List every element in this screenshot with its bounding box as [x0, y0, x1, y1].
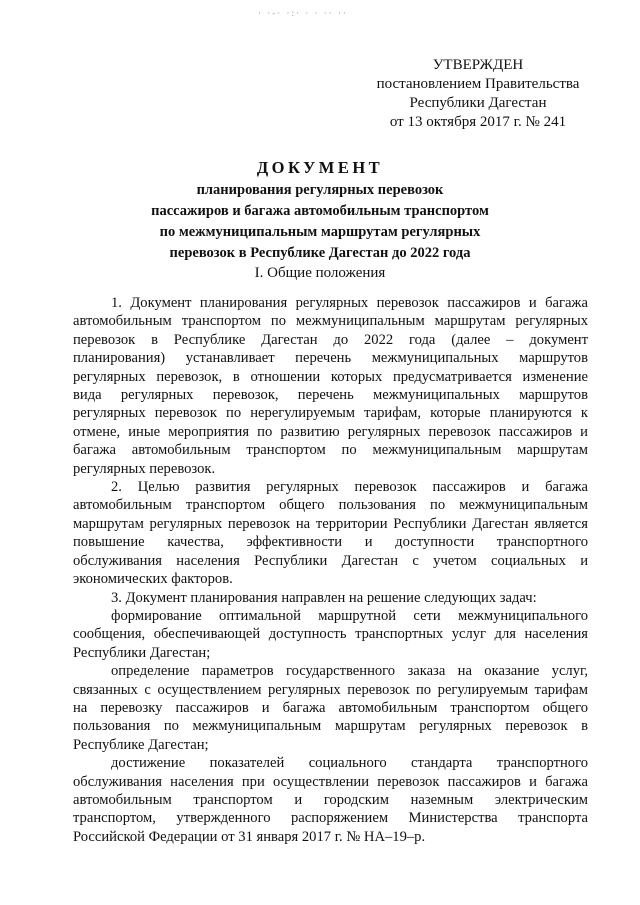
paragraph-line: регулярных перевозок по нерегулируемым тарифам, которые планируются к: [73, 405, 588, 422]
paragraph-line: определение параметров государственного заказа на оказание услуг,: [111, 663, 588, 680]
paragraph-line: 3. Документ планирования направлен на решение следующих задач:: [111, 589, 537, 606]
paragraph-line: транспортом, утвержденного распоряжением Министерства транспорта: [73, 810, 588, 827]
paragraph-line: Республике Дагестан;: [73, 736, 209, 753]
paragraph-line: пользования по межмуниципальным маршрутам регулярных перевозок в: [73, 718, 588, 735]
document-heading: ДОКУМЕНТ: [256, 158, 384, 177]
paragraph-line: маршрутам регулярных перевозок на территории Республики Дагестан является: [73, 515, 588, 532]
document-body: [73, 294, 588, 846]
paragraph-line: отмене, иные мероприятия по развитию регулярных перевозок пассажиров и: [73, 423, 588, 440]
paragraph-line: Республики Дагестан;: [73, 644, 211, 661]
paragraph-line: автомобильным транспортом и городским наземным электрическим: [73, 791, 588, 808]
paragraph-line: связанных с осуществлением регулярных перевозок по регулируемым тарифам: [73, 681, 588, 698]
paragraph-line: формирование оптимальной маршрутной сети межмуниципального: [111, 607, 588, 624]
scan-artifact: · ·‑· ·:· · · ·· ··: [258, 8, 348, 18]
title-line: перевозок в Республике Дагестан до 2022 года: [169, 245, 471, 261]
paragraph-line: вида регулярных перевозок, перечень межмуниципальных маршрутов: [73, 387, 588, 404]
approval-line-2: постановлением Правительства: [376, 76, 580, 92]
approval-stamp: [348, 56, 608, 132]
paragraph-line: 2. Целью развития регулярных перевозок пассажиров и багажа: [111, 479, 588, 496]
paragraph-line: на перевозку пассажиров и багажа автомобильным транспортом общего: [73, 699, 588, 716]
paragraph-line: достижение показателей социального стандарта транспортного: [111, 755, 588, 772]
paragraph-line: 1. Документ планирования регулярных перевозок пассажиров и багажа: [111, 295, 588, 311]
paragraph-line: регулярных перевозок.: [73, 460, 216, 477]
paragraph-line: багажа автомобильным транспортом по межмуниципальным маршрутам: [73, 442, 588, 459]
paragraph-line: перевозок в Республике Дагестан до 2022 года (далее – документ: [73, 331, 588, 348]
section-title: I. Общие положения: [254, 265, 386, 281]
title-line: планирования регулярных перевозок: [196, 182, 444, 198]
paragraph-line: обслуживания населения при осуществлении перевозок пассажиров и багажа: [73, 773, 588, 790]
title-line: по межмуниципальным маршрутам регулярных: [159, 224, 481, 240]
document-title: [0, 156, 640, 264]
paragraph-line: планирования) устанавливает перечень межмуниципальных маршрутов: [73, 350, 588, 367]
paragraph-line: автомобильным транспортом общего пользования по межмуниципальным: [73, 497, 588, 514]
paragraph-line: автомобильным транспортом по межмуниципальным маршрутам регулярных: [73, 313, 588, 330]
paragraph-line: повышение качества, эффективности и доступности транспортного: [73, 534, 588, 551]
paragraph-line: регулярных перевозок, в отношении которых предусматривается изменение: [73, 368, 588, 385]
approval-line-1: УТВЕРЖДЕН: [432, 57, 524, 73]
paragraph-line: обслуживания населения Республики Дагестан с учетом социальных и: [73, 552, 588, 569]
paragraph-line: Российской Федерации от 31 января 2017 г. № НА–19–р.: [73, 828, 426, 845]
approval-line-4: от 13 октября 2017 г. № 241: [389, 114, 567, 130]
paragraph-line: сообщения, обеспечивающей доступность транспортных услуг для населения: [73, 626, 588, 643]
title-line: пассажиров и багажа автомобильным транспортом: [151, 203, 489, 219]
paragraph-line: экономических факторов.: [73, 571, 233, 588]
approval-line-3: Республики Дагестан: [409, 95, 547, 111]
